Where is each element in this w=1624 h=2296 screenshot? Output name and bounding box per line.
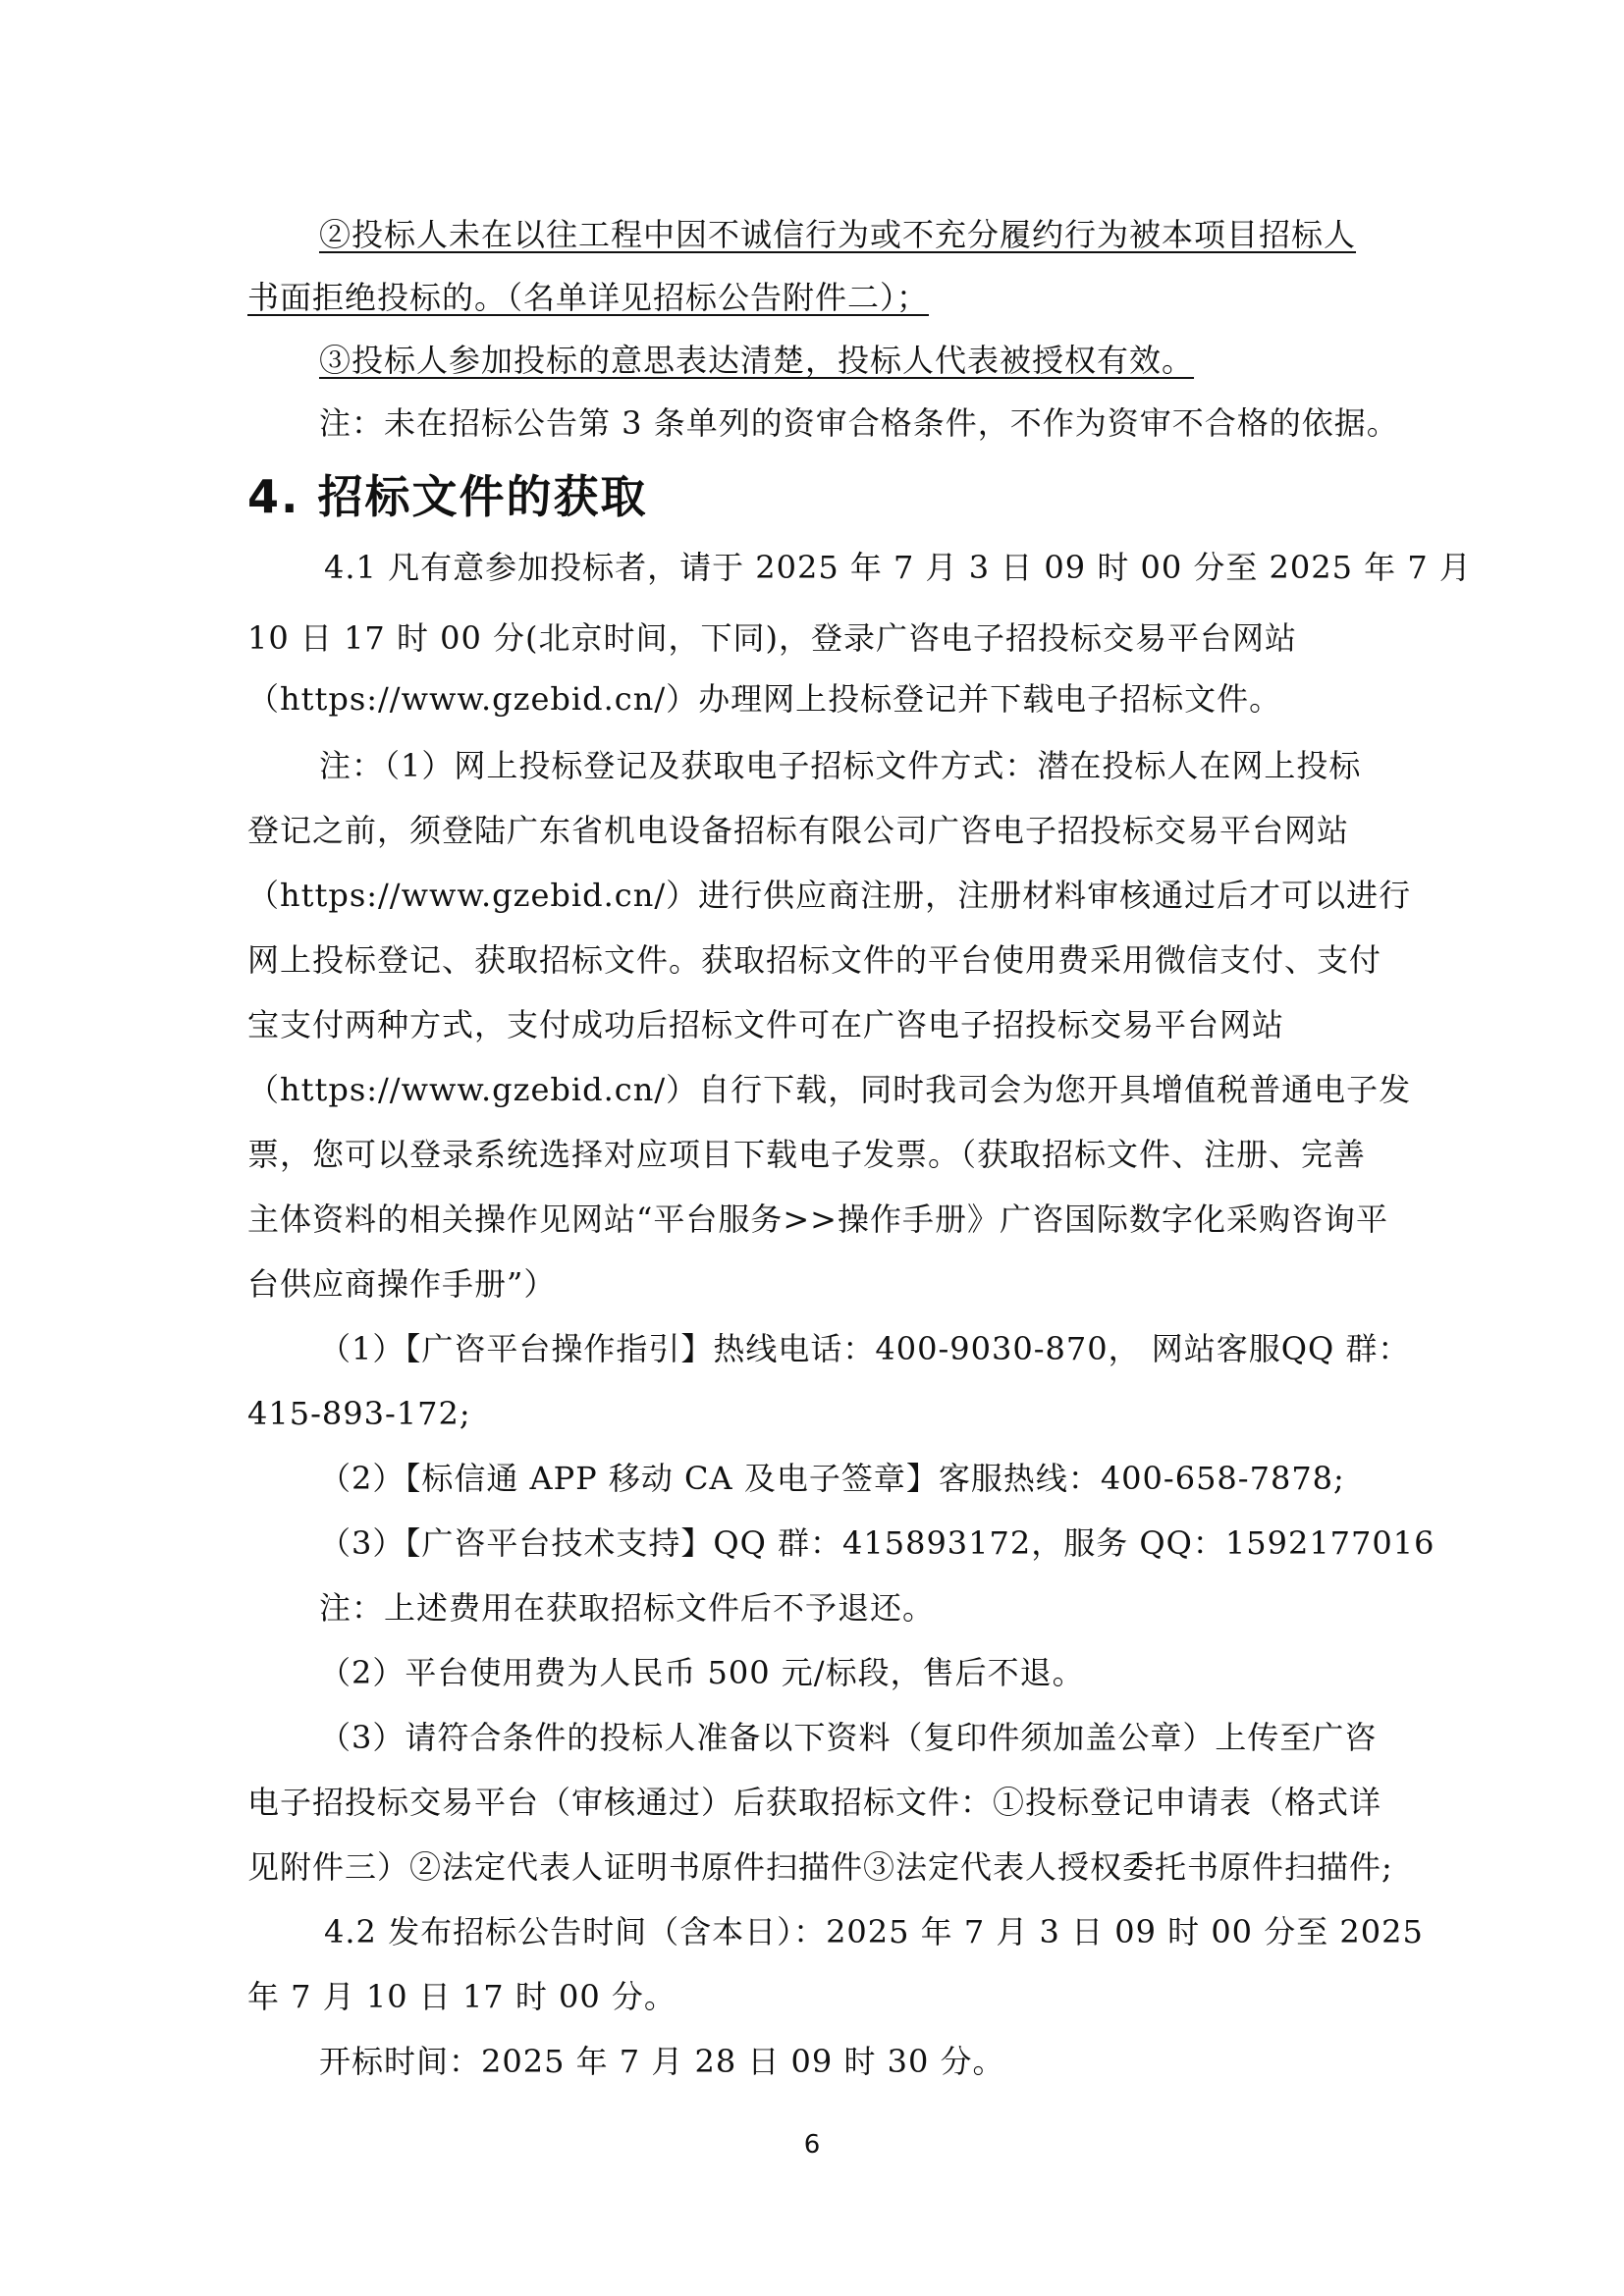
note-1-line-7: 票，您可以登录系统选择对应项目下载电子发票。（获取招标文件、注册、完善 (247, 1136, 1367, 1173)
clause-4-1-line-2: 10 日 17 时 00 分(北京时间，下同)，登录广咨电子招投标交易平台网站 (247, 619, 1297, 657)
note-1-line-2: 登记之前，须登陆广东省机电设备招标有限公司广咨电子招投标交易平台网站 (247, 812, 1350, 849)
platform-fee: （2）平台使用费为人民币 500 元/标段，售后不退。 (319, 1654, 1085, 1691)
clause-4-2-line-1: 4.2 发布招标公告时间（含本日）：2025 年 7 月 3 日 09 时 00 分至 2025 (324, 1913, 1424, 1950)
bid-opening-time: 开标时间：2025 年 7 月 28 日 09 时 30 分。 (319, 2043, 1005, 2080)
note-1-line-6: （https://www.gzebid.cn/）自行下载，同时我司会为您开具增值税普通电子发 (247, 1071, 1412, 1108)
page-number: 6 (803, 2130, 821, 2160)
clause-4-2-line-2: 年 7 月 10 日 17 时 00 分。 (247, 1978, 677, 2015)
section-heading: 4. 招标文件的获取 (247, 470, 648, 523)
qualification-item-2-line-2: 书面拒绝投标的。（名单详见招标公告附件二）； (247, 279, 930, 316)
note-1-line-4: 网上投标登记、获取招标文件。获取招标文件的平台使用费采用微信支付、支付 (247, 941, 1382, 979)
required-docs-line-1: （3）请符合条件的投标人准备以下资料（复印件须加盖公章）上传至广咨 (319, 1719, 1378, 1756)
qualification-note: 注：未在招标公告第 3 条单列的资审合格条件，不作为资审不合格的依据。 (319, 404, 1399, 442)
note-1-line-1: 注：（1）网上投标登记及获取电子招标文件方式：潜在投标人在网上投标 (319, 747, 1362, 784)
contact-2: （2）【标信通 APP 移动 CA 及电子签章】客服热线：400-658-7878; (319, 1460, 1345, 1497)
contact-3: （3）【广咨平台技术支持】QQ 群：415893172，服务 QQ：1592177016 (319, 1524, 1435, 1562)
qualification-item-3: ③投标人参加投标的意思表达清楚，投标人代表被授权有效。 (319, 342, 1195, 379)
contact-1-line-1: （1）【广咨平台操作指引】热线电话：400-9030-870， 网站客服QQ 群： (319, 1330, 1411, 1367)
note-1-line-3: （https://www.gzebid.cn/）进行供应商注册，注册材料审核通过后才可以进行 (247, 877, 1412, 914)
note-1-line-8: 主体资料的相关操作见网站“平台服务>>操作手册》广咨国际数字化采购咨询平 (247, 1201, 1388, 1238)
note-1-line-5: 宝支付两种方式，支付成功后招标文件可在广咨电子招投标交易平台网站 (247, 1006, 1285, 1043)
qualification-item-2-line-1: ②投标人未在以往工程中因不诚信行为或不充分履约行为被本项目招标人 (319, 216, 1357, 253)
clause-4-1-line-1: 4.1 凡有意参加投标者，请于 2025 年 7 月 3 日 09 时 00 分至 2025 年 7 月 (324, 549, 1472, 586)
note-1-line-9: 台供应商操作手册”） (247, 1265, 557, 1303)
clause-4-1-line-3: （https://www.gzebid.cn/）办理网上投标登记并下载电子招标文件。 (247, 680, 1282, 718)
contact-1-line-2: 415-893-172; (247, 1395, 471, 1432)
fee-note: 注：上述费用在获取招标文件后不予退还。 (319, 1589, 936, 1627)
required-docs-line-3: 见附件三）②法定代表人证明书原件扫描件③法定代表人授权委托书原件扫描件; (247, 1848, 1393, 1886)
required-docs-line-2: 电子招投标交易平台（审核通过）后获取招标文件：①投标登记申请表（格式详 (247, 1784, 1382, 1821)
